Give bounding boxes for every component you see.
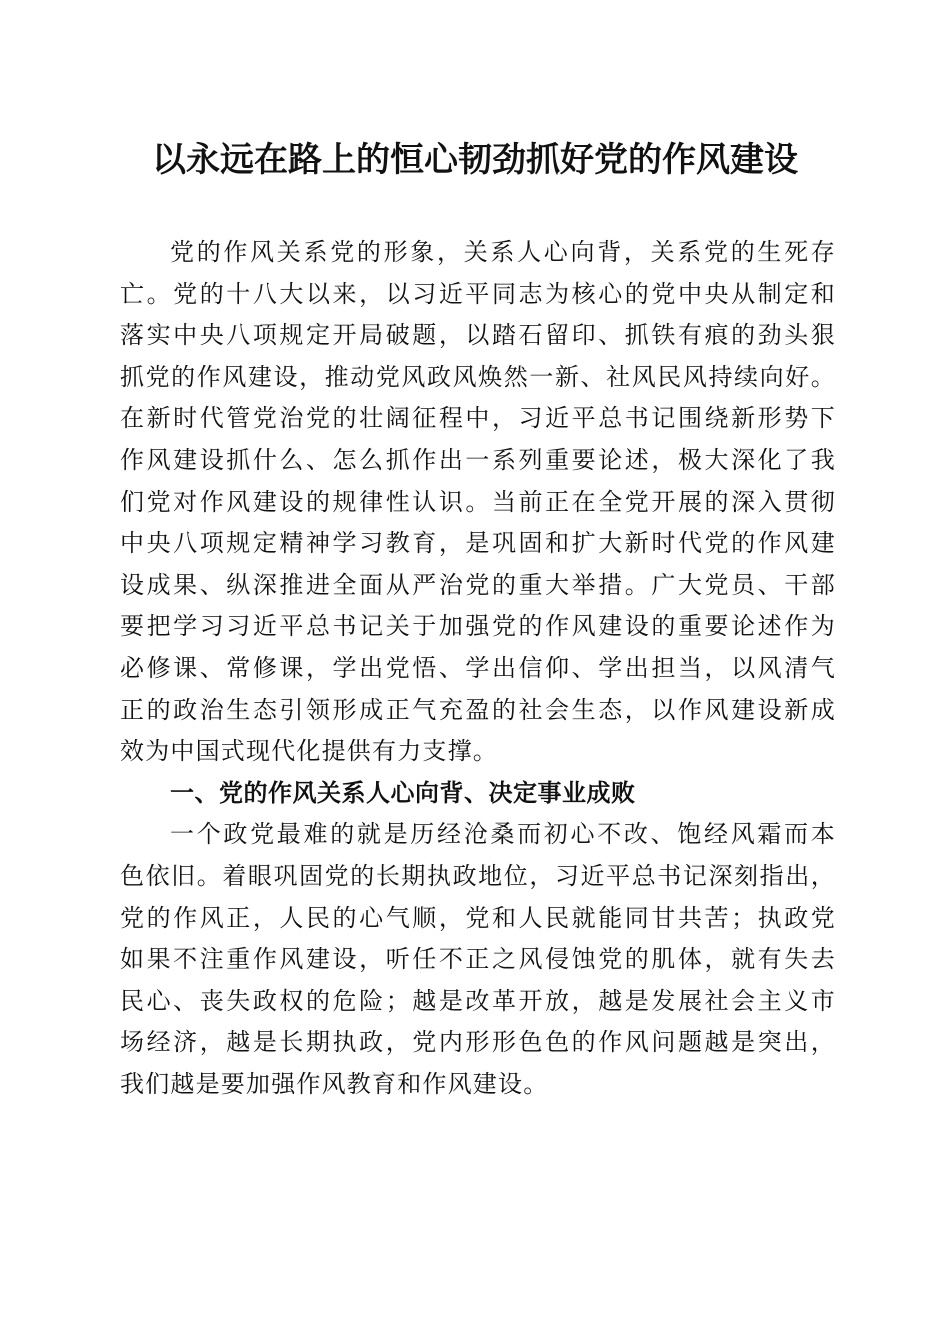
paragraph-line: 要把学习习近平总书记关于加强党的作风建设的重要论述作为	[120, 612, 836, 641]
paragraph-line: 中央八项规定精神学习教育，是巩固和扩大新时代党的作风建	[120, 529, 836, 558]
paragraph-line: 色依旧。着眼巩固党的长期执政地位，习近平总书记深刻指出，	[120, 861, 836, 890]
paragraph-2	[120, 814, 836, 1105]
document-title: 以永远在路上的恒心韧劲抓好党的作风建设	[152, 140, 798, 180]
paragraph-line: 民心、丧失政权的危险；越是改革开放，越是发展社会主义市	[120, 986, 836, 1015]
paragraph-line: 必修课、常修课，学出党悟、学出信仰、学出担当，以风清气	[120, 653, 836, 682]
paragraph-line: 设成果、纵深推进全面从严治党的重大举措。广大党员、干部	[120, 570, 836, 599]
paragraph-line: 在新时代管党治党的壮阔征程中，习近平总书记围绕新形势下	[120, 404, 836, 433]
paragraph-1	[120, 232, 836, 773]
paragraph-line: 效为中国式现代化提供有力支撑。	[120, 737, 498, 766]
paragraph-line: 们党对作风建设的规律性认识。当前正在全党开展的深入贯彻	[120, 487, 836, 516]
section-heading-1: 一、党的作风关系人心向背、决定事业成败	[170, 778, 636, 807]
paragraph-line: 党的作风正，人民的心气顺，党和人民就能同甘共苦；执政党	[120, 903, 836, 932]
paragraph-line: 正的政治生态引领形成正气充盈的社会生态，以作风建设新成	[120, 695, 836, 724]
paragraph-line: 落实中央八项规定开局破题，以踏石留印、抓铁有痕的劲头狠	[120, 321, 836, 350]
paragraph-line: 抓党的作风建设，推动党风政风焕然一新、社风民风持续向好。	[120, 362, 836, 391]
document-body	[120, 232, 836, 1105]
paragraph-line: 如果不注重作风建设，听任不正之风侵蚀党的肌体，就有失去	[120, 945, 836, 974]
paragraph-line: 党的作风关系党的形象，关系人心向背，关系党的生死存	[170, 238, 836, 266]
paragraph-line: 一个政党最难的就是历经沧桑而初心不改、饱经风霜而本	[170, 820, 836, 849]
paragraph-line: 场经济，越是长期执政，党内形形色色的作风问题越是突出，	[120, 1028, 836, 1057]
paragraph-line: 亡。党的十八大以来，以习近平同志为核心的党中央从制定和	[120, 279, 836, 308]
paragraph-line: 作风建设抓什么、怎么抓作出一系列重要论述，极大深化了我	[120, 445, 836, 474]
paragraph-line: 我们越是要加强作风教育和作风建设。	[120, 1069, 549, 1098]
